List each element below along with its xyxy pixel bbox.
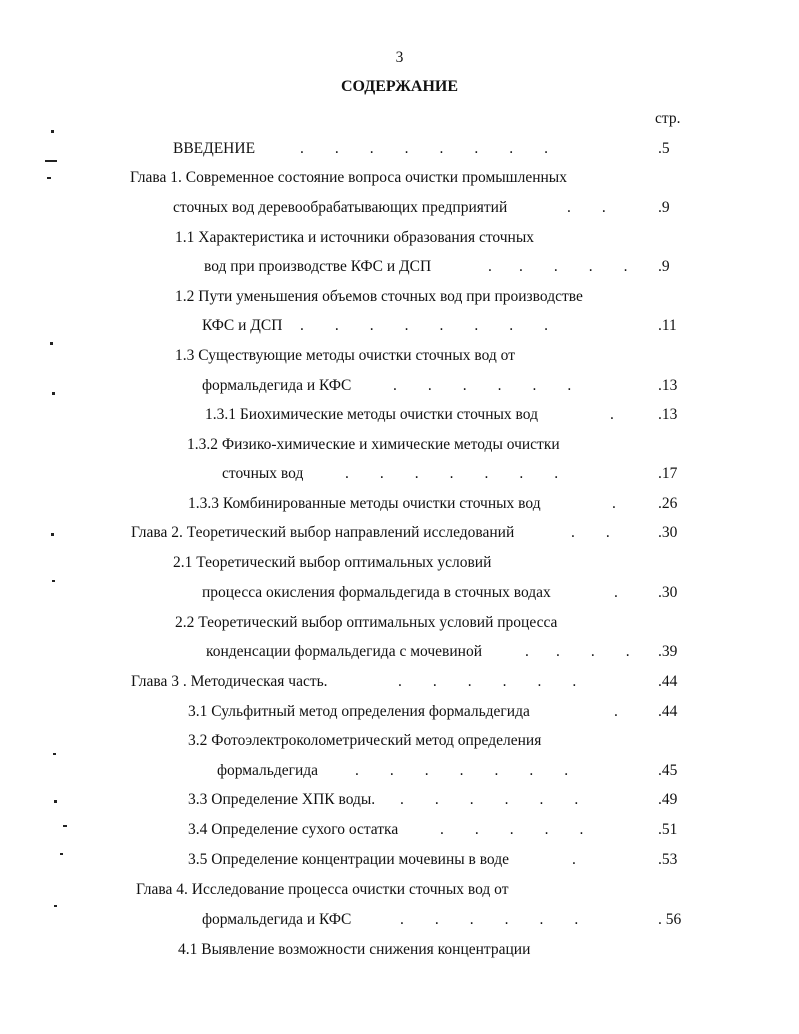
toc-line: Глава 1. Современное состояние вопроса очистки промышленных xyxy=(130,169,567,186)
toc-line: КФС и ДСП xyxy=(202,317,283,334)
toc-page: .17 xyxy=(658,465,678,482)
toc-line: сточных вод деревообрабатывающих предприятий xyxy=(173,199,508,216)
toc-leader: . . . . . . . xyxy=(345,465,559,482)
toc-leader: . . . . . . xyxy=(398,673,577,690)
toc-line: 3.5 Определение концентрации мочевины в воде xyxy=(188,851,510,868)
scan-speck xyxy=(60,853,63,855)
toc-line: 1.3.2 Физико-химические и химические методы очистки xyxy=(187,436,560,453)
toc-line: 2.2 Теоретический выбор оптимальных условий процесса xyxy=(175,614,558,631)
toc-page: .11 xyxy=(658,317,677,334)
toc-line: 3.3 Определение ХПК воды. xyxy=(188,791,376,808)
toc-page: .44 xyxy=(658,673,678,690)
toc-leader: . xyxy=(612,495,616,512)
toc-leader: . . xyxy=(567,199,606,216)
toc-leader: . xyxy=(610,406,614,423)
toc-leader: . xyxy=(572,851,576,868)
scan-speck xyxy=(52,580,55,582)
toc-line: сточных вод xyxy=(222,465,304,482)
toc-page: .49 xyxy=(658,791,678,808)
toc-line: 1.3 Существующие методы очистки сточных вод от xyxy=(175,347,515,364)
scan-speck xyxy=(52,392,55,395)
toc-line: Глава 2. Теоретический выбор направлений исследований xyxy=(131,524,515,541)
page-column-label: стр. xyxy=(655,110,681,127)
toc-line: 4.1 Выявление возможности снижения концентрации xyxy=(178,941,531,958)
scan-speck xyxy=(63,825,67,827)
toc-line: 1.3.3 Комбинированные методы очистки сточных вод xyxy=(188,495,541,512)
toc-line: 1.3.1 Биохимические методы очистки сточных вод xyxy=(205,406,538,423)
toc-page: .53 xyxy=(658,851,678,868)
toc-leader: . . . . xyxy=(525,643,630,660)
toc-page: .51 xyxy=(658,821,678,838)
toc-page: . 56 xyxy=(658,911,682,928)
toc-line: процесса окисления формальдегида в сточных водах xyxy=(202,584,551,601)
toc-line: Глава 3 . Методическая часть. xyxy=(131,673,328,690)
toc-page: .30 xyxy=(658,584,678,601)
toc-leader: . . . . . . xyxy=(400,911,579,928)
toc-page: .39 xyxy=(658,643,678,660)
toc-leader: . . . . . . xyxy=(393,377,572,394)
toc-page: .13 xyxy=(658,377,678,394)
toc-line: Глава 4. Исследование процесса очистки сточных вод от xyxy=(136,881,509,898)
page-number: 3 xyxy=(395,49,404,66)
toc-line: конденсации формальдегида с мочевиной xyxy=(206,643,482,660)
scan-speck xyxy=(54,800,57,803)
toc-leader: . . . . . xyxy=(440,821,584,838)
toc-line: вод при производстве КФС и ДСП xyxy=(204,258,432,275)
toc-page: .5 xyxy=(658,140,670,157)
toc-leader: . . xyxy=(571,524,610,541)
toc-line: 3.1 Сульфитный метод определения формальдегида xyxy=(188,703,530,720)
toc-leader: . xyxy=(614,703,618,720)
scan-speck xyxy=(50,342,53,345)
toc-line: 2.1 Теоретический выбор оптимальных условий xyxy=(173,554,492,571)
toc-page: .44 xyxy=(658,703,678,720)
toc-page: .9 xyxy=(658,258,670,275)
toc-leader: . . . . . . . . xyxy=(300,140,548,157)
scan-speck xyxy=(54,905,57,907)
toc-line: ВВЕДЕНИЕ xyxy=(173,140,256,157)
toc-leader: . . . . . . . . xyxy=(300,317,548,334)
toc-leader: . . . . . . . xyxy=(355,762,569,779)
toc-leader: . xyxy=(614,584,618,601)
toc-page: .26 xyxy=(658,495,678,512)
toc-line: формальдегида и КФС xyxy=(202,911,352,928)
scan-speck xyxy=(45,160,57,162)
toc-line: 3.2 Фотоэлектроколометрический метод определения xyxy=(188,732,542,749)
toc-leader: . . . . . xyxy=(488,258,628,275)
toc-page: .45 xyxy=(658,762,678,779)
toc-line: 1.1 Характеристика и источники образования сточных xyxy=(175,229,535,246)
toc-page: .13 xyxy=(658,406,678,423)
scan-speck xyxy=(51,130,54,133)
toc-line: 3.4 Определение сухого остатка xyxy=(188,821,399,838)
scan-speck xyxy=(53,753,56,755)
toc-line: формальдегида xyxy=(217,762,319,779)
toc-page: .9 xyxy=(658,199,670,216)
page-title: СОДЕРЖАНИЕ xyxy=(340,78,459,95)
toc-page: .30 xyxy=(658,524,678,541)
scan-speck xyxy=(51,533,54,536)
toc-leader: . . . . . . xyxy=(400,791,579,808)
scan-speck xyxy=(47,177,51,179)
toc-line: 1.2 Пути уменьшения объемов сточных вод при производстве xyxy=(175,288,583,305)
toc-line: формальдегида и КФС xyxy=(202,377,352,394)
